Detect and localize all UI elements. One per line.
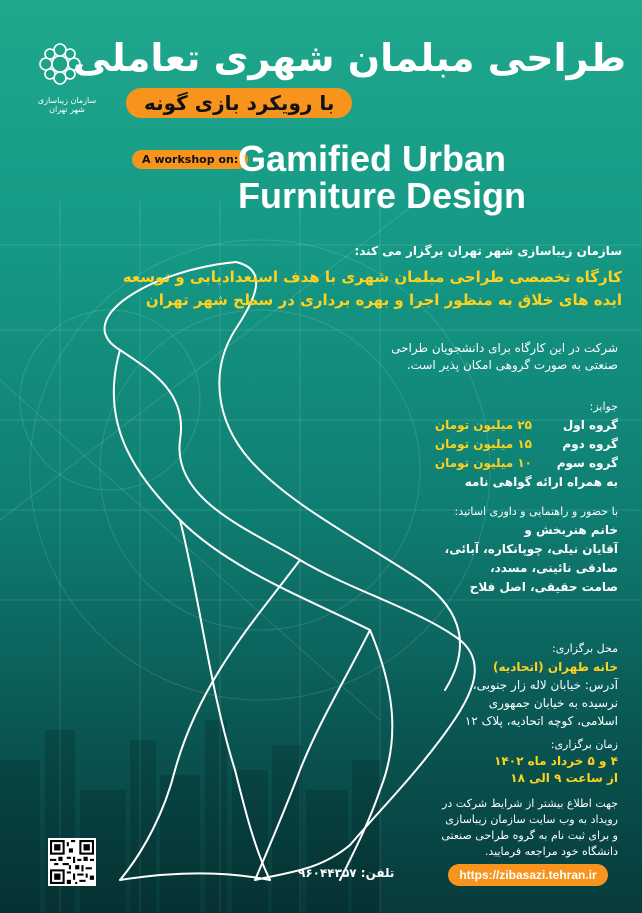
jury-name-line: صادقی نائینی، مسدد، [490,561,618,575]
jury-section [358,502,618,597]
qr-code-icon[interactable] [48,838,96,886]
venue-section [398,640,618,730]
jury-label: با حضور و راهنمایی و داوری اساتید: [454,505,618,518]
workshop-label-badge: A workshop on: [132,150,248,169]
intro-line: شرکت در این کارگاه برای دانشجویان طراحی [391,341,618,355]
event-date: ۴ و ۵ خرداد ماه ۱۴۰۲ [494,754,618,768]
venue-address-line: نرسیده به خیابان جمهوری [488,696,618,710]
title-persian: طراحی مبلمان شهری تعاملی [72,36,626,80]
venue-address-line: آدرس: خیابان لاله زار جنوبی، [472,678,618,692]
venue-name: خانه طهران (اتحادیه) [492,660,618,674]
website-link[interactable]: https://zibasazi.tehran.ir [448,864,608,886]
time-section [418,736,618,787]
prize-row [378,416,618,435]
info-line: جهت اطلاع بیشتر از شرایط شرکت در [442,797,618,810]
headline [122,266,622,312]
info-section [398,796,618,860]
prizes-section [378,397,618,492]
prize-footer: به همراه ارائه گواهی نامه [464,475,618,489]
prize-group: گروه دوم [562,437,618,451]
time-label: زمان برگزاری: [550,738,618,751]
title-english [238,140,568,214]
jury-name-line: صامت حقیقی، اصل فلاح [469,580,618,594]
prize-amount: ۱۵ میلیون تومان [434,437,532,451]
logo-caption: سازمان زیباسازی شهر تهران [37,96,97,114]
info-line: دانشگاه خود مراجعه فرمایید. [484,845,618,858]
prize-group: گروه اول [562,418,618,432]
prize-amount: ۱۰ میلیون تومان [434,456,532,470]
phone-number: تلفن: ۹۶۰۴۴۳۵۷ [298,866,395,880]
headline-line: کارگاه تخصصی طراحی مبلمان شهری با هدف استعدادیابی و توسعه [122,268,622,286]
prize-row [378,435,618,454]
title-english-line: Furniture Design [238,175,527,216]
venue-address-line: اسلامی، کوچه اتحادیه، پلاک ۱۲ [464,714,618,728]
title-english-line: Gamified Urban [238,138,507,179]
jury-name-line: خانم هنربخش و [524,523,618,537]
intro-text [318,340,618,374]
organizer-text: سازمان زیباسازی شهر تهران برگزار می کند: [354,244,622,258]
prize-group: گروه سوم [556,456,618,470]
headline-line: ایده های خلاق به منظور اجرا و بهره برداری در سطح شهر تهران [145,291,622,309]
venue-label: محل برگزاری: [552,642,618,655]
prize-amount: ۲۵ میلیون تومان [434,418,532,432]
info-line: و برای ثبت نام به گروه طراحی صنعتی [441,829,618,842]
intro-line: صنعتی به صورت گروهی امکان پذیر است. [406,358,618,372]
jury-name-line: آقایان نیلی، چوپانکاره، آبائی، [444,542,618,556]
subtitle-persian-badge: با رویکرد بازی گونه [126,88,352,118]
info-line: رویداد به وب سایت سازمان زیباسازی [445,813,618,826]
prize-row [378,454,618,473]
event-hours: از ساعت ۹ الی ۱۸ [510,771,618,785]
prizes-label: جوایز: [589,400,618,413]
